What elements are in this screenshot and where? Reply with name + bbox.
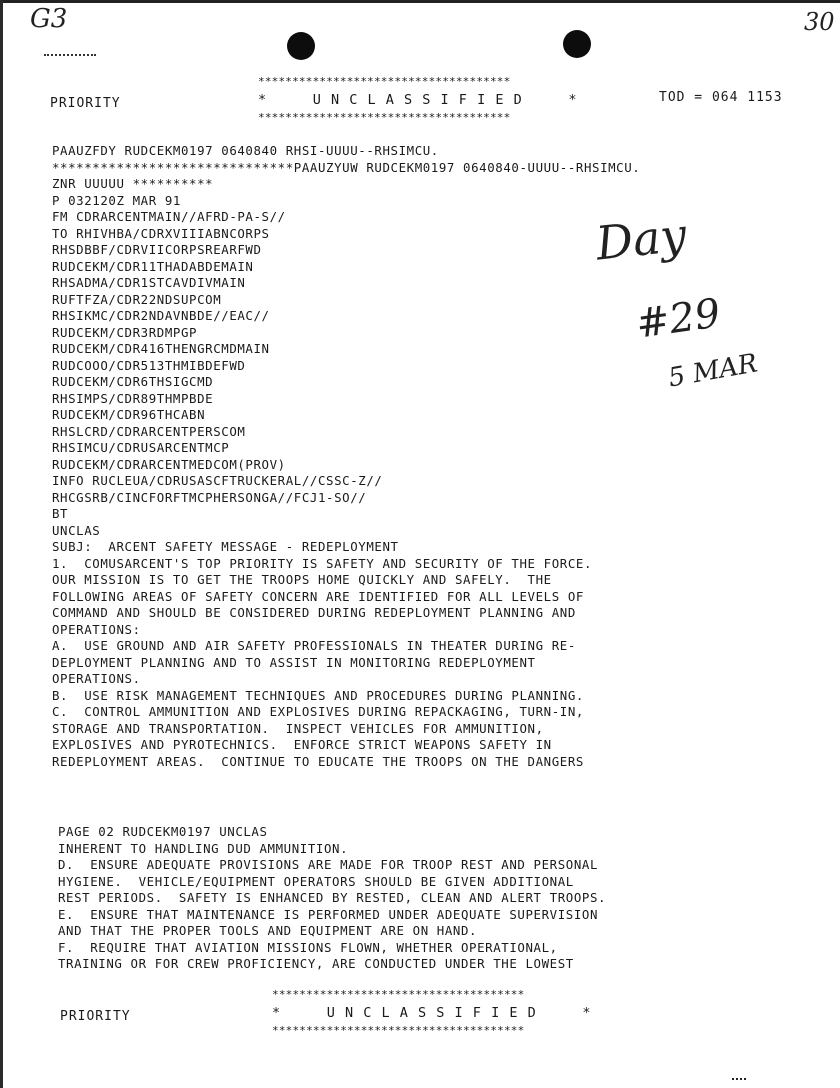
scan-edge-left: [0, 0, 3, 1088]
classification-banner-header: [258, 74, 577, 126]
message-line: OPERATIONS:: [52, 621, 141, 637]
message-line: RUDCEKM/CDR3RDMPGP: [52, 324, 198, 340]
message-body-page-2: [58, 824, 606, 973]
banner-stars-bottom: *************************************: [258, 111, 511, 124]
priority-label-footer: PRIORITY: [60, 1009, 131, 1024]
message-line: RHSDBBF/CDRVIICORPSREARFWD: [52, 242, 262, 257]
punch-hole-left: [287, 32, 315, 60]
banner-stars-top: *************************************: [258, 75, 511, 88]
message-line: RUDCEKM/CDR11THADABDEMAIN: [52, 258, 254, 274]
message-line: STORAGE AND TRANSPORTATION. INSPECT VEHICLES FOR AMMUNITION,: [52, 720, 544, 736]
message-line: RUDCEKM/CDRARCENTMEDCOM(PROV): [52, 456, 286, 472]
message-line: RUFTFZA/CDR22NDSUPCOM: [52, 291, 222, 307]
message-line: RUDCEKM/CDR96THCABN: [52, 407, 206, 422]
message-line: BT: [52, 506, 69, 521]
scan-edge-top: [0, 0, 840, 3]
message-line: REDEPLOYMENT AREAS. CONTINUE TO EDUCATE THE TROOPS ON THE DANGERS: [52, 753, 584, 769]
message-line: ZNR UUUUU **********: [52, 176, 214, 191]
message-line: RHSIMCU/CDRUSARCENTMCP: [52, 440, 230, 455]
classification-banner-footer: [272, 987, 591, 1039]
message-line: F. REQUIRE THAT AVIATION MISSIONS FLOWN, WHETHER OPERATIONAL,: [58, 939, 558, 955]
message-line: OUR MISSION IS TO GET THE TROOPS HOME QUICKLY AND SAFELY. THE: [52, 572, 552, 587]
handwritten-page-number: 30: [804, 8, 835, 36]
priority-label-header: PRIORITY: [50, 96, 121, 111]
message-line: ******************************PAAUZYUW RUDCEKM0197 0640840-UUUU--RHSIMCU.: [52, 159, 641, 175]
message-line: PAAUZFDY RUDCEKM0197 0640840 RHSI-UUUU--RHSIMCU.: [52, 143, 439, 158]
time-of-day: TOD = 064 1153: [659, 90, 783, 105]
stray-mark: [732, 1078, 746, 1084]
banner-unclassified: * U N C L A S S I F I E D *: [272, 1005, 592, 1021]
message-line: RHSIMPS/CDR89THMPBDE: [52, 390, 214, 406]
message-line: AND THAT THE PROPER TOOLS AND EQUIPMENT ARE ON HAND.: [58, 923, 478, 938]
message-line: SUBJ: ARCENT SAFETY MESSAGE - REDEPLOYMENT: [52, 539, 399, 554]
message-line: INFO RUCLEUA/CDRUSASCFTRUCKERAL//CSSC-Z//: [52, 473, 383, 488]
message-line: INHERENT TO HANDLING DUD AMMUNITION.: [58, 840, 349, 856]
handwritten-initials: Day: [593, 207, 689, 271]
banner-unclassified: * U N C L A S S I F I E D *: [258, 92, 578, 108]
message-line: TO RHIVHBA/CDRXVIIIABNCORPS: [52, 225, 270, 241]
message-line: RUDCEKM/CDR6THSIGCMD: [52, 374, 214, 389]
message-body-page-1: [52, 143, 640, 770]
message-line: TRAINING OR FOR CREW PROFICIENCY, ARE CONDUCTED UNDER THE LOWEST: [58, 956, 574, 971]
message-line: OPERATIONS.: [52, 671, 141, 686]
message-line: FM CDRARCENTMAIN//AFRD-PA-S//: [52, 209, 286, 224]
message-line: B. USE RISK MANAGEMENT TECHNIQUES AND PROCEDURES DURING PLANNING.: [52, 687, 584, 703]
message-line: UNCLAS: [52, 522, 101, 538]
message-line: RHCGSRB/CINCFORFTMCPHERSONGA//FCJ1-SO//: [52, 489, 367, 505]
message-line: E. ENSURE THAT MAINTENANCE IS PERFORMED UNDER ADEQUATE SUPERVISION: [58, 906, 599, 922]
message-line: HYGIENE. VEHICLE/EQUIPMENT OPERATORS SHOULD BE GIVEN ADDITIONAL: [58, 873, 574, 889]
message-line: D. ENSURE ADEQUATE PROVISIONS ARE MADE FOR TROOP REST AND PERSONAL: [58, 857, 599, 872]
message-line: EXPLOSIVES AND PYROTECHNICS. ENFORCE STRICT WEAPONS SAFETY IN: [52, 737, 552, 752]
message-line: REST PERIODS. SAFETY IS ENHANCED BY RESTED, CLEAN AND ALERT TROOPS.: [58, 890, 607, 905]
message-line: RHSIKMC/CDR2NDAVNBDE//EAC//: [52, 308, 270, 323]
stray-mark: [44, 54, 96, 58]
handwritten-number: #29: [633, 290, 724, 348]
message-line: A. USE GROUND AND AIR SAFETY PROFESSIONALS IN THEATER DURING RE-: [52, 638, 576, 653]
message-line: RHSADMA/CDR1STCAVDIVMAIN: [52, 275, 246, 290]
message-line: FOLLOWING AREAS OF SAFETY CONCERN ARE IDENTIFIED FOR ALL LEVELS OF: [52, 588, 584, 604]
message-line: PAGE 02 RUDCEKM0197 UNCLAS: [58, 824, 268, 839]
message-line: 1. COMUSARCENT'S TOP PRIORITY IS SAFETY AND SECURITY OF THE FORCE.: [52, 555, 593, 571]
banner-stars-top: *************************************: [272, 988, 525, 1001]
message-line: C. CONTROL AMMUNITION AND EXPLOSIVES DURING REPACKAGING, TURN-IN,: [52, 704, 584, 719]
handwritten-date: 5 MAR: [666, 348, 760, 394]
banner-stars-bottom: *************************************: [272, 1024, 525, 1037]
punch-hole-right: [563, 30, 591, 58]
message-line: COMMAND AND SHOULD BE CONSIDERED DURING REDEPLOYMENT PLANNING AND: [52, 605, 576, 620]
message-line: DEPLOYMENT PLANNING AND TO ASSIST IN MONITORING REDEPLOYMENT: [52, 654, 536, 670]
message-line: P 032120Z MAR 91: [52, 192, 181, 208]
message-line: RUDCOOO/CDR513THMIBDEFWD: [52, 357, 246, 373]
message-line: RUDCEKM/CDR416THENGRCMDMAIN: [52, 341, 270, 356]
handwritten-corner-note: G3: [30, 4, 68, 34]
message-line: RHSLCRD/CDRARCENTPERSCOM: [52, 423, 246, 439]
